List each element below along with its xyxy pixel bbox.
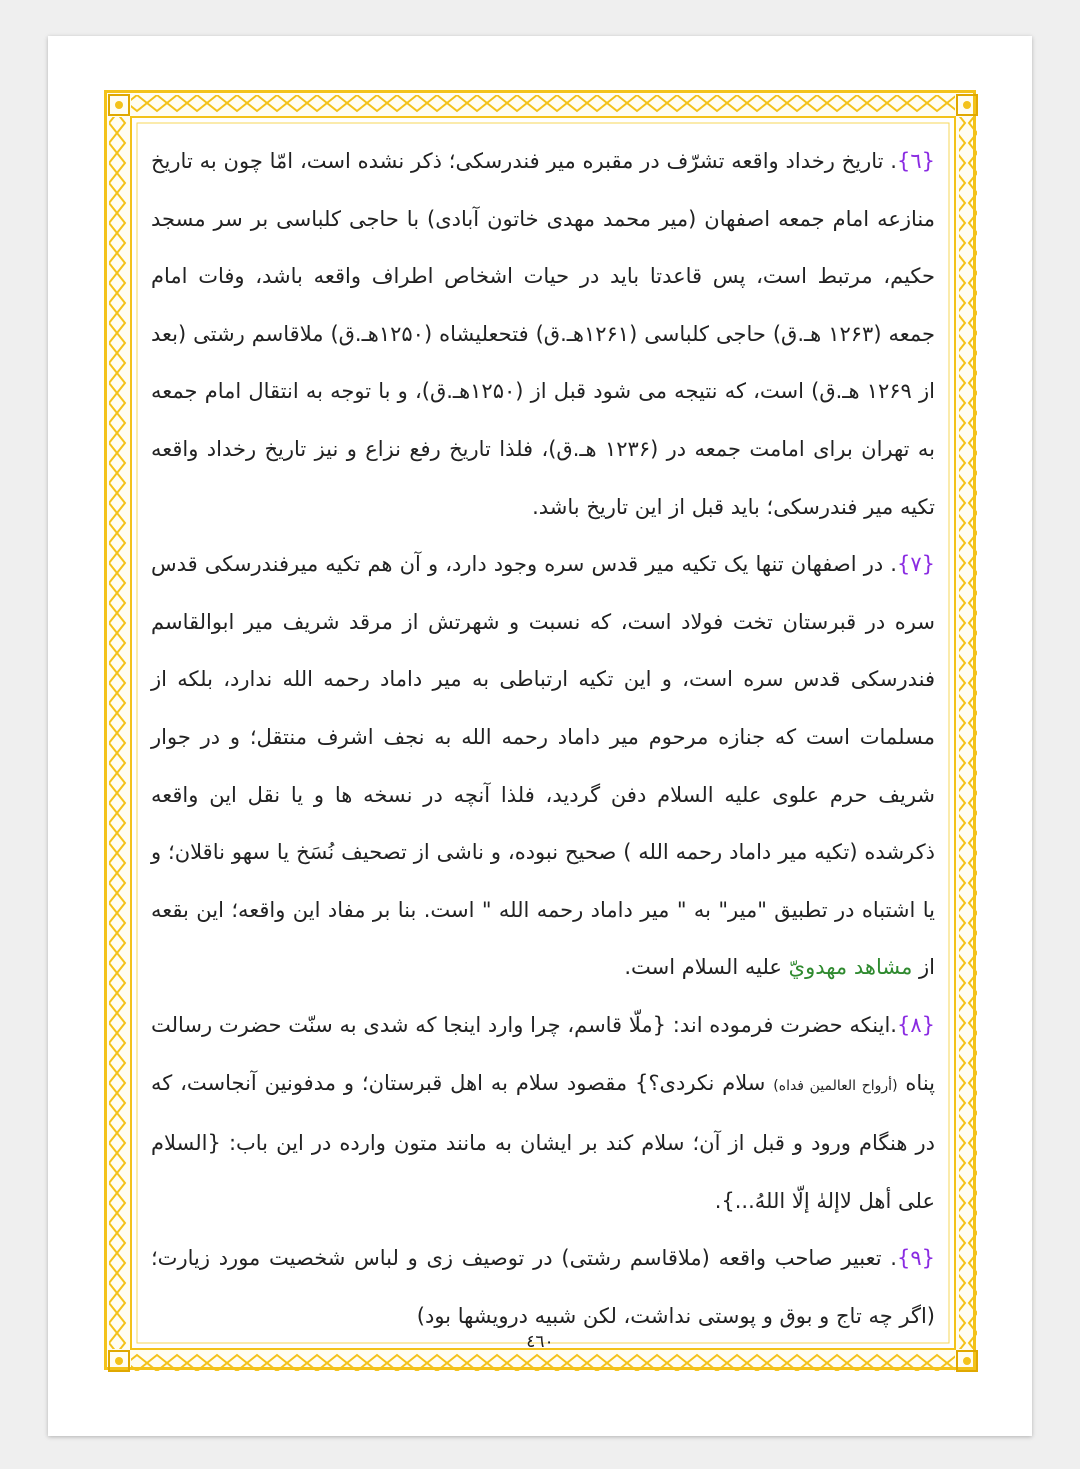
paragraph-text: . در اصفهان تنها یک تکیه میر قدس سره وجود دارد، و آن هم تکیه میرفندرسکی قدس سره در قبرستان تخت فولاد است، که نسبت و شهرتش از مرقد شریف میر ابوالقاسم فندرسکی قدس سره است، و این تکیه ارتباطی به میر داماد رحمه الله ندارد، بلکه از مسلمات است که جنازه مرحوم میر داماد رحمه الله به نجف اشرف منتقل؛ و در جوار شریف حرم علوی علیه السلام دفن گردید، فلذا آنچه در نسخه ها و یا نقل این واقعه ذکرشده (تکیه میر داماد رحمه الله ) صحیح نبوده، و ناشی از تصحیف نُسَخ یا سهو ناقلان؛ و یا اشتباه در تطبیق "میر" به " میر داماد رحمه الله " است. بنا بر مفاد این واقعه؛ این بقعه از — [151, 552, 935, 980]
paragraph-text: . تعبیر صاحب واقعه (ملاقاسم رشتی) در توصیف زی و لباس شخصیت مورد زیارت؛ (اگر چه تاج و بوق و پوستی نداشت، لکن شبیه درویشها بود) — [151, 1246, 935, 1328]
paragraph-tail: علیه السلام است. — [624, 955, 789, 980]
footnote-marker: {٦} — [896, 149, 935, 173]
paragraph-tail: سلام نکردی؟} مقصود سلام به اهل قبرستان؛ و مدفونین آنجاست، که در هنگام ورود و قبل از آن؛ سلام کند بر ایشان به مانند متون وارده در این باب: {السلام علی أهل لاإلهٰ إلّا اللهُ...}. — [151, 1070, 935, 1213]
paragraph-7 — [151, 536, 935, 997]
paragraph-8 — [151, 997, 935, 1230]
small-honorific: (أرواح العالمين فداه) — [773, 1077, 898, 1094]
paragraph-9 — [151, 1230, 935, 1345]
paragraph-6 — [151, 133, 935, 536]
body-text — [151, 133, 936, 1328]
page-number: ٤٦٠ — [526, 1332, 554, 1352]
paragraph-text: . تاریخ رخداد واقعه تشرّف در مقبره میر فندرسکی؛ ذکر نشده است، امّا چون به تاریخ منازعه امام جمعه اصفهان (میر محمد مهدی خاتون آبادی) با حاجی کلباسی بر سر مسجد حکیم، مرتبط است، پس قاعدتا باید در حیات اشخاص اطراف واقعه باشد، وفات امام جمعه (۱۲۶۳ هـ.ق) حاجی کلباسی (۱۲۶۱هـ.ق) فتحعلیشاه (۱۲۵۰هـ.ق) ملاقاسم رشتی (بعد از ۱۲۶۹ هـ.ق) است، که نتیجه می شود قبل از (۱۲۵۰هـ.ق)، و با توجه به انتقال امام جمعه به تهران برای امامت جمعه در (۱۲۳۶ هـ.ق)، فلذا تاریخ رفع نزاع و نیز تاریخ رخداد واقعه تکیه میر فندرسکی؛ باید قبل از این تاریخ باشد. — [151, 149, 936, 519]
footnote-marker: {٨} — [896, 1012, 935, 1037]
document-page — [48, 36, 1032, 1436]
footnote-marker: {٧} — [896, 552, 935, 577]
highlighted-term: مشاهد مهدويّ — [788, 955, 913, 980]
ornamental-frame — [104, 90, 976, 1370]
footnote-marker: {٩} — [896, 1246, 935, 1271]
paragraph-text: .اینکه حضرت فرموده اند: {ملّا قاسم، چرا وارد اینجا که شدی به سنّت حضرت رسالت پناه — [151, 1012, 935, 1095]
